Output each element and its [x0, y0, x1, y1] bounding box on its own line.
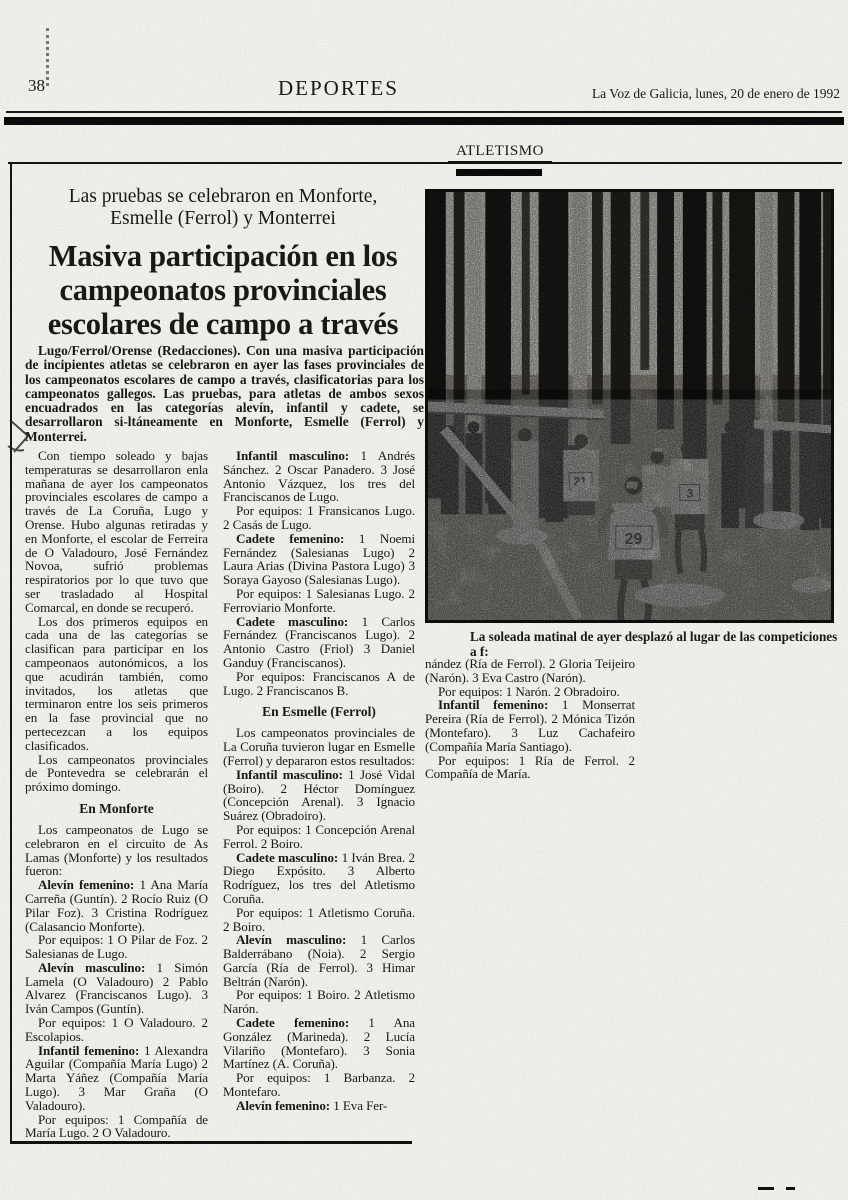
headline-block — [22, 186, 424, 341]
body-column-2 — [223, 449, 415, 1113]
body-column-3 — [425, 657, 635, 781]
section-subhead: En Monforte — [79, 800, 154, 816]
article-paragraph: Por equipos: Franciscanos A de Lugo. 2 Franciscanos B. — [223, 668, 415, 698]
article-paragraph: Por equipos: 1 Salesianas Lugo. 2 Ferroviario Monforte. — [223, 585, 415, 615]
paragraph-lead-in: Alevín femenino: — [236, 1097, 334, 1113]
article-paragraph: Cadete femenino: 1 Ana González (Marineda). 2 Lucía Vilariño (Montefaro). 3 Sonia Martínez (A. Coruña). — [223, 1015, 415, 1072]
article-paragraph: Por equipos: 1 Atletismo Coruña. 2 Boiro. — [223, 904, 415, 934]
headline-line: Masiva participación en los — [48, 239, 398, 273]
article-paragraph: Cadete masculino: 1 Iván Brea. 2 Diego Expósito. 3 Alberto Rodríguez, los tres del Atletismo Coruña. — [223, 849, 415, 906]
article-paragraph: Los campeonatos provinciales de La Coruña tuvieron lugar en Esmelle (Ferrol) y depararon estos resultados: — [223, 725, 415, 768]
scan-artifact-dash — [758, 1187, 774, 1190]
article-paragraph: Alevín femenino: 1 Eva Fer- — [236, 1097, 388, 1113]
section-subhead: En Esmelle (Ferrol) — [262, 704, 376, 720]
article-box-bottom-border — [10, 1141, 412, 1144]
article-paragraph: Los campeonatos provinciales de Pontevedra se celebrarán el próximo domingo. — [25, 751, 208, 795]
article-paragraph: Por equipos: 1 O Pilar de Foz. 2 Salesianas de Lugo. — [25, 932, 208, 962]
paragraph-lead-in: Alevín masculino: — [38, 959, 157, 975]
paragraph-lead-in: Infantil femenino: — [438, 697, 562, 713]
article-paragraph: Por equipos: 1 Compañía de María Lugo. 2 O Valadouro. — [25, 1111, 208, 1141]
paragraph-lead-in: Alevín masculino: — [236, 932, 361, 948]
paragraph-lead-in: Alevín femenino: — [38, 877, 140, 893]
body-column-1 — [25, 449, 208, 1140]
article-paragraph: Alevín masculino: 1 Simón Lamela (O Valadouro) 2 Pablo Alvarez (Franciscanos Lugo). 3 Iván Campos (Guntín). — [25, 959, 208, 1017]
article-paragraph: Con tiempo soleado y bajas temperaturas se desarrollaron enla mañana de ayer los campeonatos provinciales escolares de campo a través de La Coruña, Lugo y Orense. Hubo algunas retiradas y en Monforte, el escolar de Ferreira de O Valadouro, José Fernández Novoa, sufrió problemas respiratorios por lo que tuvo que ser trasladado al Hospital Comarcal, en donde se recuperó. — [25, 448, 208, 615]
scan-artifact-pen-mark — [6, 416, 48, 456]
article-headline — [22, 239, 424, 341]
race-photo-illustration — [428, 192, 831, 620]
lead-paragraph: Lugo/Ferrol/Orense (Redacciones). Con una masiva participación de incipientes atletas se celebraron en ayer las fases provinciales de los campeonatos escolares de campo a través, clasificatorias para los campeonatos gallegos. Las pruebas, para atletas de ambos sexos encuadrados en las categorías alevín, infantil y cadete, se desarrollaron si-ltáneamente en Monforte, Esmelle (Ferrol) y Monterrei. — [25, 343, 424, 444]
article-paragraph: Infantil masculino: 1 Andrés Sánchez. 2 Oscar Panadero. 3 José Antonio Vázquez, los tres del Franciscanos de Lugo. — [223, 448, 416, 505]
paragraph-lead-in: Cadete masculino: — [236, 849, 342, 865]
paragraph-lead-in: Cadete femenino: — [236, 530, 359, 546]
paragraph-lead-in: Infantil femenino: — [38, 1042, 144, 1058]
scan-artifact-dash — [786, 1187, 795, 1190]
race-photo — [425, 189, 834, 623]
article-box-top-rule — [8, 162, 842, 164]
article-paragraph: Por equipos: 1 Fransicanos Lugo. 2 Casás de Lugo. — [223, 503, 415, 532]
paragraph-lead-in: Cadete masculino: — [236, 613, 362, 629]
article-paragraph: Por equipos: 1 Narón. 2 Obradoiro. — [438, 683, 620, 699]
article-paragraph: Infantil femenino: 1 Monserrat Pereira (Ría de Ferrol). 2 Mónica Tizón (Montefaro). 3 Luz Cachafeiro (Compañía María Santiago). — [425, 697, 635, 754]
article-paragraph: Cadete femenino: 1 Noemi Fernández (Salesianas Lugo) 2 Laura Arias (Divina Pastora Lugo) 3 Soraya Gayoso (Salesianas Lugo). — [223, 530, 415, 588]
article-paragraph: Por equipos: 1 Ría de Ferrol. 2 Compañía de María. — [425, 752, 635, 782]
article-subhead — [22, 186, 424, 230]
article-paragraph: Por equipos: 1 Concepción Arenal Ferrol. 2 Boiro. — [223, 821, 415, 851]
scan-artifact-dotted-line — [46, 28, 49, 86]
article-paragraph: Alevín masculino: 1 Carlos Balderrábano (Noia). 2 Sergio García (Ría de Ferrol). 3 Himar Beltrán (Narón). — [223, 932, 415, 989]
paragraph-lead-in: Infantil masculino: — [236, 766, 349, 782]
masthead-date: La Voz de Galicia, lunes, 20 de enero de 1992 — [591, 86, 840, 101]
header-rule-thin — [6, 111, 842, 113]
article-box-left-border — [10, 162, 12, 1143]
photo-caption: La soleada matinal de ayer desplazó al lugar de las competiciones a f: — [470, 629, 838, 659]
article-paragraph: Alevín femenino: 1 Ana María Carreña (Guntín). 2 Rocío Ruiz (O Pilar Foz). 3 Cristina Rodríguez (Calasancio Monforte). — [25, 877, 208, 934]
subhead-line: Esmelle (Ferrol) y Monterrei — [110, 208, 336, 229]
article-paragraph: Por equipos: 1 O Valadouro. 2 Escolapios. — [25, 1015, 208, 1044]
kicker-label: ATLETISMO — [448, 143, 552, 163]
header-rule-thick — [4, 117, 844, 125]
article-paragraph: Por equipos: 1 Boiro. 2 Atletismo Narón. — [223, 987, 415, 1017]
photo-grain-overlay — [428, 192, 831, 620]
article-paragraph: Infantil femenino: 1 Alexandra Aguilar (Compañía María Lugo) 2 Marta Yáñez (Compañía María Lugo). 3 Mar Graña (O Valadouro). — [25, 1042, 209, 1113]
article-paragraph: Infantil masculino: 1 José Vidal (Boiro). 2 Héctor Domínguez (Concepción Arenal). 3 Ignacio Suárez (Obradoiro). — [223, 766, 415, 824]
headline-line: campeonatos provinciales — [59, 273, 387, 307]
headline-line: escolares de campo a través — [47, 307, 399, 341]
article-paragraph: nández (Ría de Ferrol). 2 Gloria Teijeiro (Narón). 3 Eva Castro (Narón). — [425, 656, 635, 685]
article-paragraph: Cadete masculino: 1 Carlos Fernández (Franciscanos Lugo). 2 Antonio Castro (Friol) 3 Daniel Ganduy (Franciscanos). — [223, 613, 415, 670]
paragraph-lead-in: Infantil masculino: — [236, 448, 361, 463]
paragraph-lead-in: Cadete femenino: — [236, 1015, 369, 1031]
kicker-underline-bar — [456, 169, 542, 176]
article-paragraph: Los campeonatos de Lugo se celebraron en el circuito de As Lamas (Monforte) y los resultados fueron: — [25, 821, 208, 879]
subhead-line: Las pruebas se celebraron en Monforte, — [68, 186, 378, 207]
page-number: 38 — [28, 76, 45, 95]
article-paragraph: Por equipos: 1 Barbanza. 2 Montefaro. — [223, 1070, 415, 1100]
article-paragraph: Los dos primeros equipos en cada una de las categorías se clasifican para participar en los campeonaos autonómicos, a los que acudirán también, como invitados, los atletas que terminaron entre los seis primeros en la fase provincial que no pertecezcan a los equipos clasificados. — [25, 613, 208, 753]
section-title: DEPORTES — [278, 76, 399, 100]
